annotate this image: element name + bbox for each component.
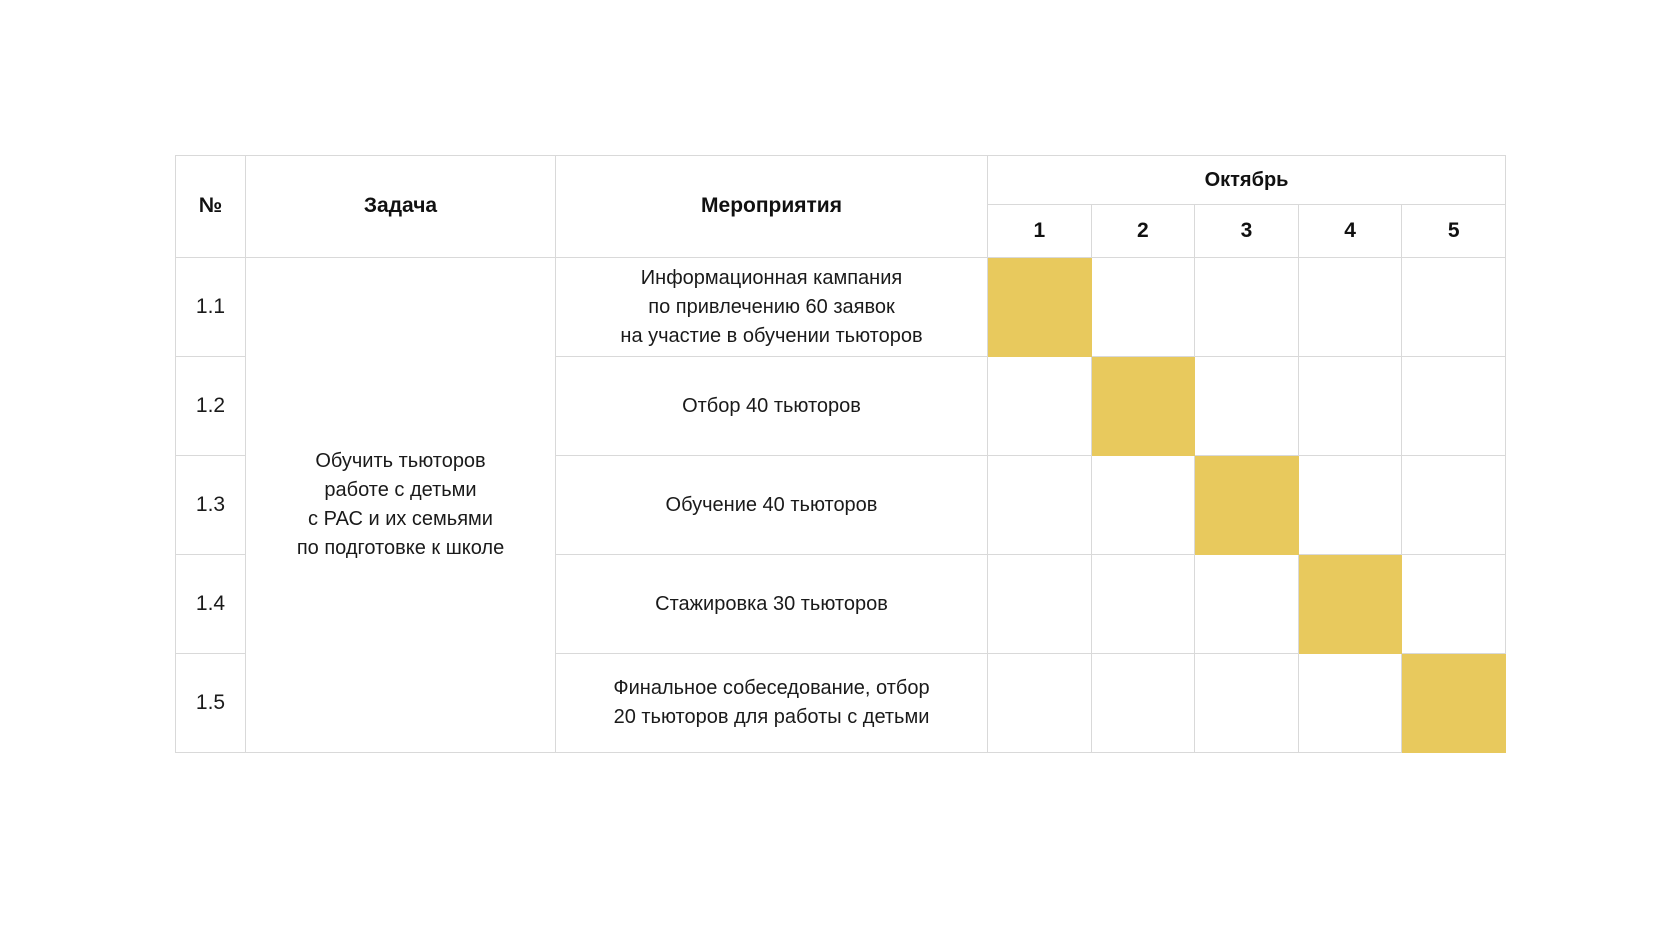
row-number: 1.4 [176, 555, 246, 654]
gantt-cell-4-4 [1298, 555, 1402, 654]
column-header-number: № [176, 156, 246, 258]
gantt-table [175, 155, 1506, 753]
gantt-cell-1-2 [1091, 258, 1195, 357]
column-header-week-4: 4 [1298, 205, 1402, 258]
row-number: 1.5 [176, 654, 246, 753]
table-body [176, 258, 1506, 753]
gantt-cell-2-3 [1195, 357, 1299, 456]
gantt-cell-4-1 [988, 555, 1092, 654]
gantt-cell-2-2 [1091, 357, 1195, 456]
gantt-cell-5-5 [1402, 654, 1506, 753]
gantt-cell-5-4 [1298, 654, 1402, 753]
column-header-week-5: 5 [1402, 205, 1506, 258]
row-number: 1.3 [176, 456, 246, 555]
gantt-cell-1-4 [1298, 258, 1402, 357]
gantt-cell-5-3 [1195, 654, 1299, 753]
table-row [176, 258, 1506, 357]
row-number: 1.1 [176, 258, 246, 357]
gantt-cell-1-5 [1402, 258, 1506, 357]
column-header-week-2: 2 [1091, 205, 1195, 258]
gantt-cell-3-1 [988, 456, 1092, 555]
gantt-cell-4-2 [1091, 555, 1195, 654]
table-header [176, 156, 1506, 258]
column-header-events: Мероприятия [556, 156, 988, 258]
row-number: 1.2 [176, 357, 246, 456]
gantt-cell-3-4 [1298, 456, 1402, 555]
header-row-top [176, 156, 1506, 205]
gantt-cell-3-3 [1195, 456, 1299, 555]
gantt-cell-5-1 [988, 654, 1092, 753]
gantt-cell-5-2 [1091, 654, 1195, 753]
gantt-cell-3-5 [1402, 456, 1506, 555]
gantt-cell-2-5 [1402, 357, 1506, 456]
row-event: Финальное собеседование, отбор 20 тьюторов для работы с детьми [556, 654, 988, 753]
column-header-week-1: 1 [988, 205, 1092, 258]
gantt-cell-1-3 [1195, 258, 1299, 357]
task-group-label: Обучить тьюторов работе с детьми с РАС и их семьями по подготовке к школе [246, 258, 556, 753]
gantt-cell-1-1 [988, 258, 1092, 357]
gantt-chart-container [175, 155, 1505, 753]
row-event: Обучение 40 тьюторов [556, 456, 988, 555]
column-header-week-3: 3 [1195, 205, 1299, 258]
gantt-cell-2-1 [988, 357, 1092, 456]
row-event: Отбор 40 тьюторов [556, 357, 988, 456]
gantt-cell-4-3 [1195, 555, 1299, 654]
column-header-task: Задача [246, 156, 556, 258]
gantt-cell-4-5 [1402, 555, 1506, 654]
row-event: Информационная кампания по привлечению 60 заявок на участие в обучении тьюторов [556, 258, 988, 357]
row-event: Стажировка 30 тьюторов [556, 555, 988, 654]
column-header-month: Октябрь [988, 156, 1506, 205]
gantt-cell-2-4 [1298, 357, 1402, 456]
gantt-cell-3-2 [1091, 456, 1195, 555]
